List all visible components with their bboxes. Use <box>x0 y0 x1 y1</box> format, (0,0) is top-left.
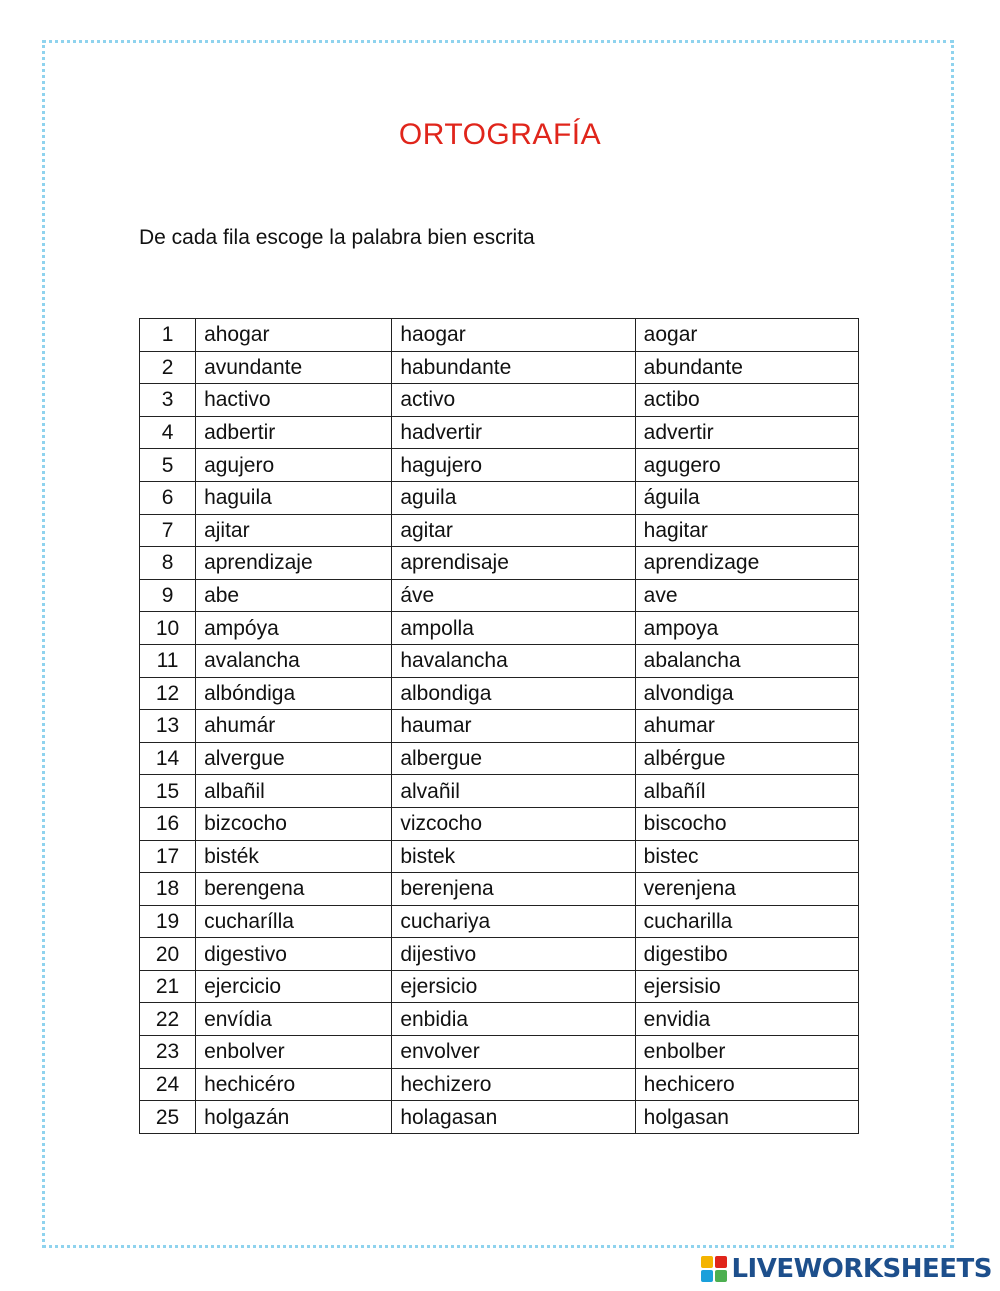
word-option[interactable]: enbolber <box>635 1036 858 1069</box>
word-option[interactable]: envidia <box>635 1003 858 1036</box>
row-number: 18 <box>140 873 196 906</box>
word-option[interactable]: haguila <box>196 481 392 514</box>
word-option[interactable]: haogar <box>392 319 635 352</box>
table-row <box>140 1003 859 1036</box>
row-number: 3 <box>140 384 196 417</box>
word-option[interactable]: holgasan <box>635 1101 858 1134</box>
row-number: 21 <box>140 970 196 1003</box>
word-option[interactable]: hadvertir <box>392 416 635 449</box>
word-option[interactable]: ampóya <box>196 612 392 645</box>
table-row <box>140 905 859 938</box>
row-number: 17 <box>140 840 196 873</box>
word-option[interactable]: cucharílla <box>196 905 392 938</box>
word-option[interactable]: avundante <box>196 351 392 384</box>
word-option[interactable]: albérgue <box>635 742 858 775</box>
word-option[interactable]: hechicero <box>635 1068 858 1101</box>
word-option[interactable]: agujero <box>196 449 392 482</box>
row-number: 5 <box>140 449 196 482</box>
table-row <box>140 351 859 384</box>
instructions-text: De cada fila escoge la palabra bien escrita <box>139 226 535 249</box>
row-number: 22 <box>140 1003 196 1036</box>
word-option[interactable]: aprendizaje <box>196 547 392 580</box>
word-option[interactable]: abundante <box>635 351 858 384</box>
row-number: 19 <box>140 905 196 938</box>
table-row <box>140 384 859 417</box>
worksheet-title: ORTOGRAFÍA <box>398 118 602 151</box>
word-option[interactable]: vizcocho <box>392 807 635 840</box>
row-number: 11 <box>140 644 196 677</box>
word-option[interactable]: albondiga <box>392 677 635 710</box>
table-row <box>140 612 859 645</box>
word-option[interactable]: envolver <box>392 1036 635 1069</box>
word-option[interactable]: holgazán <box>196 1101 392 1134</box>
word-option[interactable]: ejersisio <box>635 970 858 1003</box>
word-option[interactable]: ampolla <box>392 612 635 645</box>
word-option[interactable]: albergue <box>392 742 635 775</box>
word-option[interactable]: enbidia <box>392 1003 635 1036</box>
word-option[interactable]: berengena <box>196 873 392 906</box>
word-choice-table <box>139 318 859 1134</box>
word-option[interactable]: hagujero <box>392 449 635 482</box>
word-option[interactable]: habundante <box>392 351 635 384</box>
word-option[interactable]: abalancha <box>635 644 858 677</box>
word-option[interactable]: alvañil <box>392 775 635 808</box>
table-row <box>140 449 859 482</box>
row-number: 10 <box>140 612 196 645</box>
word-option[interactable]: ahogar <box>196 319 392 352</box>
table-row <box>140 1101 859 1134</box>
table-row <box>140 938 859 971</box>
word-option[interactable]: biscocho <box>635 807 858 840</box>
table-row <box>140 873 859 906</box>
word-option[interactable]: envídia <box>196 1003 392 1036</box>
table-row <box>140 579 859 612</box>
word-option[interactable]: hagitar <box>635 514 858 547</box>
word-option[interactable]: aogar <box>635 319 858 352</box>
word-option[interactable]: ejercicio <box>196 970 392 1003</box>
row-number: 7 <box>140 514 196 547</box>
word-option[interactable]: enbolver <box>196 1036 392 1069</box>
table-row <box>140 481 859 514</box>
row-number: 24 <box>140 1068 196 1101</box>
word-option[interactable]: alvergue <box>196 742 392 775</box>
row-number: 16 <box>140 807 196 840</box>
word-option[interactable]: hactivo <box>196 384 392 417</box>
table-row <box>140 1068 859 1101</box>
word-option[interactable]: aprendizage <box>635 547 858 580</box>
table-row <box>140 742 859 775</box>
row-number: 25 <box>140 1101 196 1134</box>
word-option[interactable]: havalancha <box>392 644 635 677</box>
table-row <box>140 807 859 840</box>
word-option[interactable]: bistek <box>392 840 635 873</box>
row-number: 4 <box>140 416 196 449</box>
row-number: 9 <box>140 579 196 612</box>
row-number: 6 <box>140 481 196 514</box>
word-option[interactable]: albañíl <box>635 775 858 808</box>
table-row <box>140 319 859 352</box>
word-option[interactable]: bistec <box>635 840 858 873</box>
word-option[interactable]: ajitar <box>196 514 392 547</box>
table-row <box>140 416 859 449</box>
word-option[interactable]: advertir <box>635 416 858 449</box>
liveworksheets-brand <box>701 1254 992 1284</box>
row-number: 23 <box>140 1036 196 1069</box>
table-row <box>140 840 859 873</box>
word-option[interactable]: aprendisaje <box>392 547 635 580</box>
table-row <box>140 547 859 580</box>
table-row <box>140 970 859 1003</box>
word-option[interactable]: ahumár <box>196 710 392 743</box>
word-option[interactable]: holagasan <box>392 1101 635 1134</box>
word-option[interactable]: activo <box>392 384 635 417</box>
word-option[interactable]: agugero <box>635 449 858 482</box>
word-option[interactable]: avalancha <box>196 644 392 677</box>
word-option[interactable]: bisték <box>196 840 392 873</box>
word-option[interactable]: haumar <box>392 710 635 743</box>
word-option[interactable]: actibo <box>635 384 858 417</box>
row-number: 15 <box>140 775 196 808</box>
word-option[interactable]: bizcocho <box>196 807 392 840</box>
word-option[interactable]: ampoya <box>635 612 858 645</box>
table-row <box>140 644 859 677</box>
word-option[interactable]: adbertir <box>196 416 392 449</box>
word-option[interactable]: águila <box>635 481 858 514</box>
word-option[interactable]: ahumar <box>635 710 858 743</box>
row-number: 8 <box>140 547 196 580</box>
word-option[interactable]: albañil <box>196 775 392 808</box>
table-row <box>140 775 859 808</box>
word-option[interactable]: cucharilla <box>635 905 858 938</box>
table-row <box>140 677 859 710</box>
word-option[interactable]: aguila <box>392 481 635 514</box>
word-option[interactable]: áve <box>392 579 635 612</box>
table-row <box>140 710 859 743</box>
word-option[interactable]: hechizero <box>392 1068 635 1101</box>
row-number: 13 <box>140 710 196 743</box>
word-option[interactable]: hechicéro <box>196 1068 392 1101</box>
word-option[interactable]: digestivo <box>196 938 392 971</box>
table-row <box>140 1036 859 1069</box>
word-option[interactable]: verenjena <box>635 873 858 906</box>
row-number: 2 <box>140 351 196 384</box>
row-number: 20 <box>140 938 196 971</box>
row-number: 14 <box>140 742 196 775</box>
word-option[interactable]: dijestivo <box>392 938 635 971</box>
brand-name: LIVEWORKSHEETS <box>731 1254 992 1284</box>
word-option[interactable]: cuchariya <box>392 905 635 938</box>
row-number: 12 <box>140 677 196 710</box>
word-option[interactable]: digestibo <box>635 938 858 971</box>
word-option[interactable]: albóndiga <box>196 677 392 710</box>
liveworksheets-logo-icon <box>701 1256 727 1282</box>
word-option[interactable]: alvondiga <box>635 677 858 710</box>
word-option[interactable]: ave <box>635 579 858 612</box>
word-option[interactable]: abe <box>196 579 392 612</box>
row-number: 1 <box>140 319 196 352</box>
word-option[interactable]: ejersicio <box>392 970 635 1003</box>
word-option[interactable]: berenjena <box>392 873 635 906</box>
table-row <box>140 514 859 547</box>
word-option[interactable]: agitar <box>392 514 635 547</box>
